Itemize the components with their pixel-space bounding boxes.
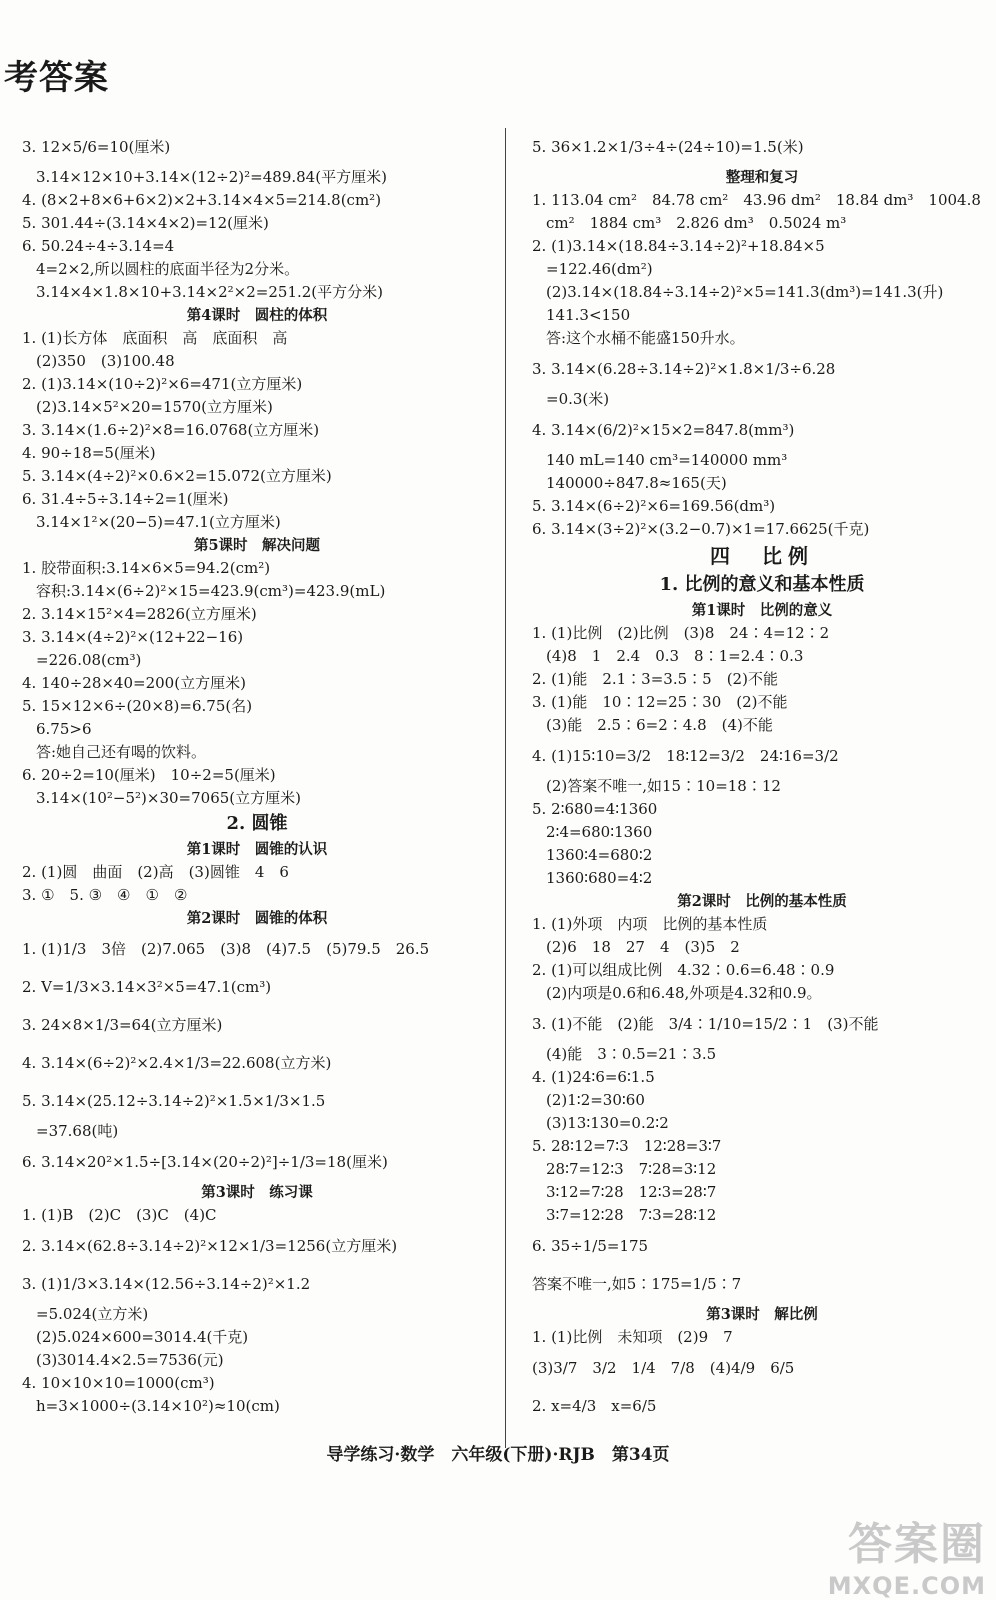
answer-line: 6. 35÷1/5=175	[532, 1237, 649, 1255]
answer-line: 3. 12×5/6=10(厘米)	[22, 138, 171, 156]
answer-line: 3.14×4×1.8×10+3.14×2²×2=251.2(平方分米)	[36, 283, 384, 301]
page-title: 考答案	[4, 58, 109, 98]
answer-line: 答:这个水桶不能盛150升水。	[546, 329, 745, 347]
answer-line: 3. 3.14×(1.6÷2)²×8=16.0768(立方厘米)	[22, 421, 320, 439]
answer-line: 3. ① 5. ③ ④ ① ②	[22, 886, 188, 904]
column-divider	[505, 128, 506, 1448]
answer-line: 2. 3.14×15²×4=2826(立方厘米)	[22, 605, 257, 623]
answer-line: 2. (1)可以组成比例 4.32∶0.6=6.48∶0.9	[532, 961, 835, 979]
answer-line: (2)3.14×(18.84÷3.14÷2)²×5=141.3(dm³)=141.3(升)	[546, 283, 944, 301]
watermark-logo	[736, 1508, 986, 1600]
answer-line: h=3×1000÷(3.14×10²)≈10(cm)	[36, 1397, 280, 1415]
answer-line: 4. 140÷28×40=200(立方厘米)	[22, 674, 246, 692]
answer-line: 2. x=4/3 x=6/5	[532, 1397, 657, 1415]
answer-line: (2)答案不唯一,如15∶10=18∶12	[546, 777, 781, 795]
answer-line: 140 mL=140 cm³=140000 mm³	[546, 451, 788, 469]
answer-line: (2)6 18 27 4 (3)5 2	[546, 938, 740, 956]
right-column	[532, 128, 992, 1425]
answer-line: (3)13∶130=0.2∶2	[546, 1114, 669, 1132]
answer-line: 3. 3.14×(4÷2)²×(12+22−16)	[22, 628, 244, 646]
answer-line: cm² 1884 cm³ 2.826 dm³ 0.5024 m³	[546, 214, 847, 232]
answer-line: 2. 3.14×(62.8÷3.14÷2)²×12×1/3=1256(立方厘米)	[22, 1237, 398, 1255]
answer-line: 4. (1)15∶10=3/2 18∶12=3/2 24∶16=3/2	[532, 747, 839, 765]
answer-line: =226.08(cm³)	[36, 651, 142, 669]
answer-line: 第1课时 比例的意义	[691, 602, 833, 619]
answer-line: 6. 20÷2=10(厘米) 10÷2=5(厘米)	[22, 766, 276, 784]
watermark-url: MXQE.COM	[827, 1572, 986, 1600]
answer-line: 1. 比例的意义和基本性质	[659, 574, 865, 595]
answer-line: 2. (1)3.14×(18.84÷3.14÷2)²+18.84×5	[532, 237, 825, 255]
answer-line: 1. (1)1/3 3倍 (2)7.065 (3)8 (4)7.5 (5)79.5 26.5	[22, 940, 430, 958]
answer-line: 5. 3.14×(25.12÷3.14÷2)²×1.5×1/3×1.5	[22, 1092, 326, 1110]
answer-line: 3∶7=12∶28 7∶3=28∶12	[546, 1206, 717, 1224]
answer-line: (2)1∶2=30∶60	[546, 1091, 645, 1109]
answer-line: 5. 2∶680=4∶1360	[532, 800, 658, 818]
answer-line: 答:她自己还有喝的饮料。	[36, 743, 207, 761]
answer-line: =37.68(吨)	[36, 1122, 119, 1140]
answer-line: 第3课时 练习课	[201, 1184, 313, 1201]
answer-line: 3.14×12×10+3.14×(12÷2)²=489.84(平方厘米)	[36, 168, 387, 186]
page-footer: 导学练习·数学 六年级(下册)·RJB 第34页	[326, 1445, 670, 1465]
answer-line: 2. (1)能 2.1∶3=3.5∶5 (2)不能	[532, 670, 778, 688]
answer-line: 1. 113.04 cm² 84.78 cm² 43.96 dm² 18.84 dm³ 1004.8	[532, 191, 981, 209]
answer-line: 28∶7=12∶3 7∶28=3∶12	[546, 1160, 717, 1178]
answer-line: 答案不唯一,如5∶175=1/5∶7	[532, 1275, 742, 1293]
answer-line: 5. 28∶12=7∶3 12∶28=3∶7	[532, 1137, 722, 1155]
answer-line: 第3课时 解比例	[706, 1306, 818, 1323]
answer-line: 3. (1)能 10∶12=25∶30 (2)不能	[532, 693, 788, 711]
answer-line: 3.14×(10²−5²)×30=7065(立方厘米)	[36, 789, 301, 807]
answer-line: 整理和复习	[725, 169, 799, 186]
answer-line: 1. (1)长方体 底面积 高 底面积 高	[22, 329, 288, 347]
answer-line: =0.3(米)	[546, 390, 610, 408]
answer-line: 1. (1)比例 未知项 (2)9 7	[532, 1328, 733, 1346]
answer-line: (2)350 (3)100.48	[36, 352, 175, 370]
answer-line: 3. (1)不能 (2)能 3/4∶1/10=15/2∶1 (3)不能	[532, 1015, 879, 1033]
answer-line: 四 比例	[710, 544, 814, 568]
answer-line: 1. 胶带面积:3.14×6×5=94.2(cm²)	[22, 559, 271, 577]
answer-line: 3. 24×8×1/3=64(立方厘米)	[22, 1016, 223, 1034]
answer-line: (2)5.024×600=3014.4(千克)	[36, 1328, 249, 1346]
answer-line: 5. 15×12×6÷(20×8)=6.75(名)	[22, 697, 253, 715]
answer-line: 3.14×1²×(20−5)=47.1(立方厘米)	[36, 513, 281, 531]
answer-line: 4. (1)24∶6=6∶1.5	[532, 1068, 655, 1086]
answer-line: 1360∶4=680∶2	[546, 846, 653, 864]
answer-line: (3)3014.4×2.5=7536(元)	[36, 1351, 224, 1369]
answer-line: 4. 3.14×(6/2)²×15×2=847.8(mm³)	[532, 421, 795, 439]
answer-line: 3. (1)1/3×3.14×(12.56÷3.14÷2)²×1.2	[22, 1275, 311, 1293]
answer-line: (3)能 2.5∶6=2∶4.8 (4)不能	[546, 716, 773, 734]
answer-line: 2. 圆锥	[226, 813, 288, 834]
left-column	[22, 128, 492, 1418]
answer-line: 6. 3.14×20²×1.5÷[3.14×(20÷2)²]÷1/3=18(厘米)	[22, 1153, 388, 1171]
answer-line: 2. V=1/3×3.14×3²×5=47.1(cm³)	[22, 978, 272, 996]
answer-line: 6. 3.14×(3÷2)²×(3.2−0.7)×1=17.6625(千克)	[532, 520, 870, 538]
answer-line: 5. 3.14×(4÷2)²×0.6×2=15.072(立方厘米)	[22, 467, 332, 485]
watermark-title: 答案圈	[848, 1519, 986, 1570]
answer-line: 6. 50.24÷4÷3.14=4	[22, 237, 175, 255]
answer-line: =122.46(dm²)	[546, 260, 653, 278]
answer-line: 1. (1)B (2)C (3)C (4)C	[22, 1206, 217, 1224]
answer-line: 4. 90÷18=5(厘米)	[22, 444, 156, 462]
answer-line: 140000÷847.8≈165(天)	[546, 474, 727, 492]
answer-line: 第4课时 圆柱的体积	[186, 307, 328, 324]
answer-line: 5. 3.14×(6÷2)²×6=169.56(dm³)	[532, 497, 776, 515]
answer-line: 4. (8×2+8×6+6×2)×2+3.14×4×5=214.8(cm²)	[22, 191, 382, 209]
answer-line: 2. (1)圆 曲面 (2)高 (3)圆锥 4 6	[22, 863, 289, 881]
answer-line: 1. (1)外项 内项 比例的基本性质	[532, 915, 768, 933]
answer-line: 1360∶680=4∶2	[546, 869, 653, 887]
answer-line: 2∶4=680∶1360	[546, 823, 653, 841]
answer-line: 4=2×2,所以圆柱的底面半径为2分米。	[36, 260, 300, 278]
answer-line: 141.3<150	[546, 306, 631, 324]
answer-line: 3∶12=7∶28 12∶3=28∶7	[546, 1183, 717, 1201]
answer-line: (4)8 1 2.4 0.3 8∶1=2.4∶0.3	[546, 647, 804, 665]
answer-line: 第2课时 圆锥的体积	[186, 910, 328, 927]
answer-line: =5.024(立方米)	[36, 1305, 149, 1323]
answer-line: (2)内项是0.6和6.48,外项是4.32和0.9。	[546, 984, 822, 1002]
answer-line: 第5课时 解决问题	[193, 537, 321, 554]
answer-line: (4)能 3∶0.5=21∶3.5	[546, 1045, 717, 1063]
answer-line: (2)3.14×5²×20=1570(立方厘米)	[36, 398, 273, 416]
answer-line: 1. (1)比例 (2)比例 (3)8 24∶4=12∶2	[532, 624, 830, 642]
answer-line: 第2课时 比例的基本性质	[677, 893, 847, 910]
answer-line: 6. 31.4÷5÷3.14÷2=1(厘米)	[22, 490, 229, 508]
answer-line: 4. 3.14×(6÷2)²×2.4×1/3=22.608(立方米)	[22, 1054, 332, 1072]
answer-line: 3. 3.14×(6.28÷3.14÷2)²×1.8×1/3÷6.28	[532, 360, 836, 378]
answer-line: 5. 301.44÷(3.14×4×2)=12(厘米)	[22, 214, 269, 232]
answer-line: 5. 36×1.2×1/3÷4÷(24÷10)=1.5(米)	[532, 138, 804, 156]
answer-line: (3)3/7 3/2 1/4 7/8 (4)4/9 6/5	[532, 1359, 795, 1377]
answer-line: 第1课时 圆锥的认识	[186, 841, 328, 858]
answer-line: 2. (1)3.14×(10÷2)²×6=471(立方厘米)	[22, 375, 303, 393]
answer-line: 6.75>6	[36, 720, 92, 738]
answer-line: 4. 10×10×10=1000(cm³)	[22, 1374, 215, 1392]
answer-line: 容积:3.14×(6÷2)²×15=423.9(cm³)=423.9(mL)	[36, 582, 386, 600]
